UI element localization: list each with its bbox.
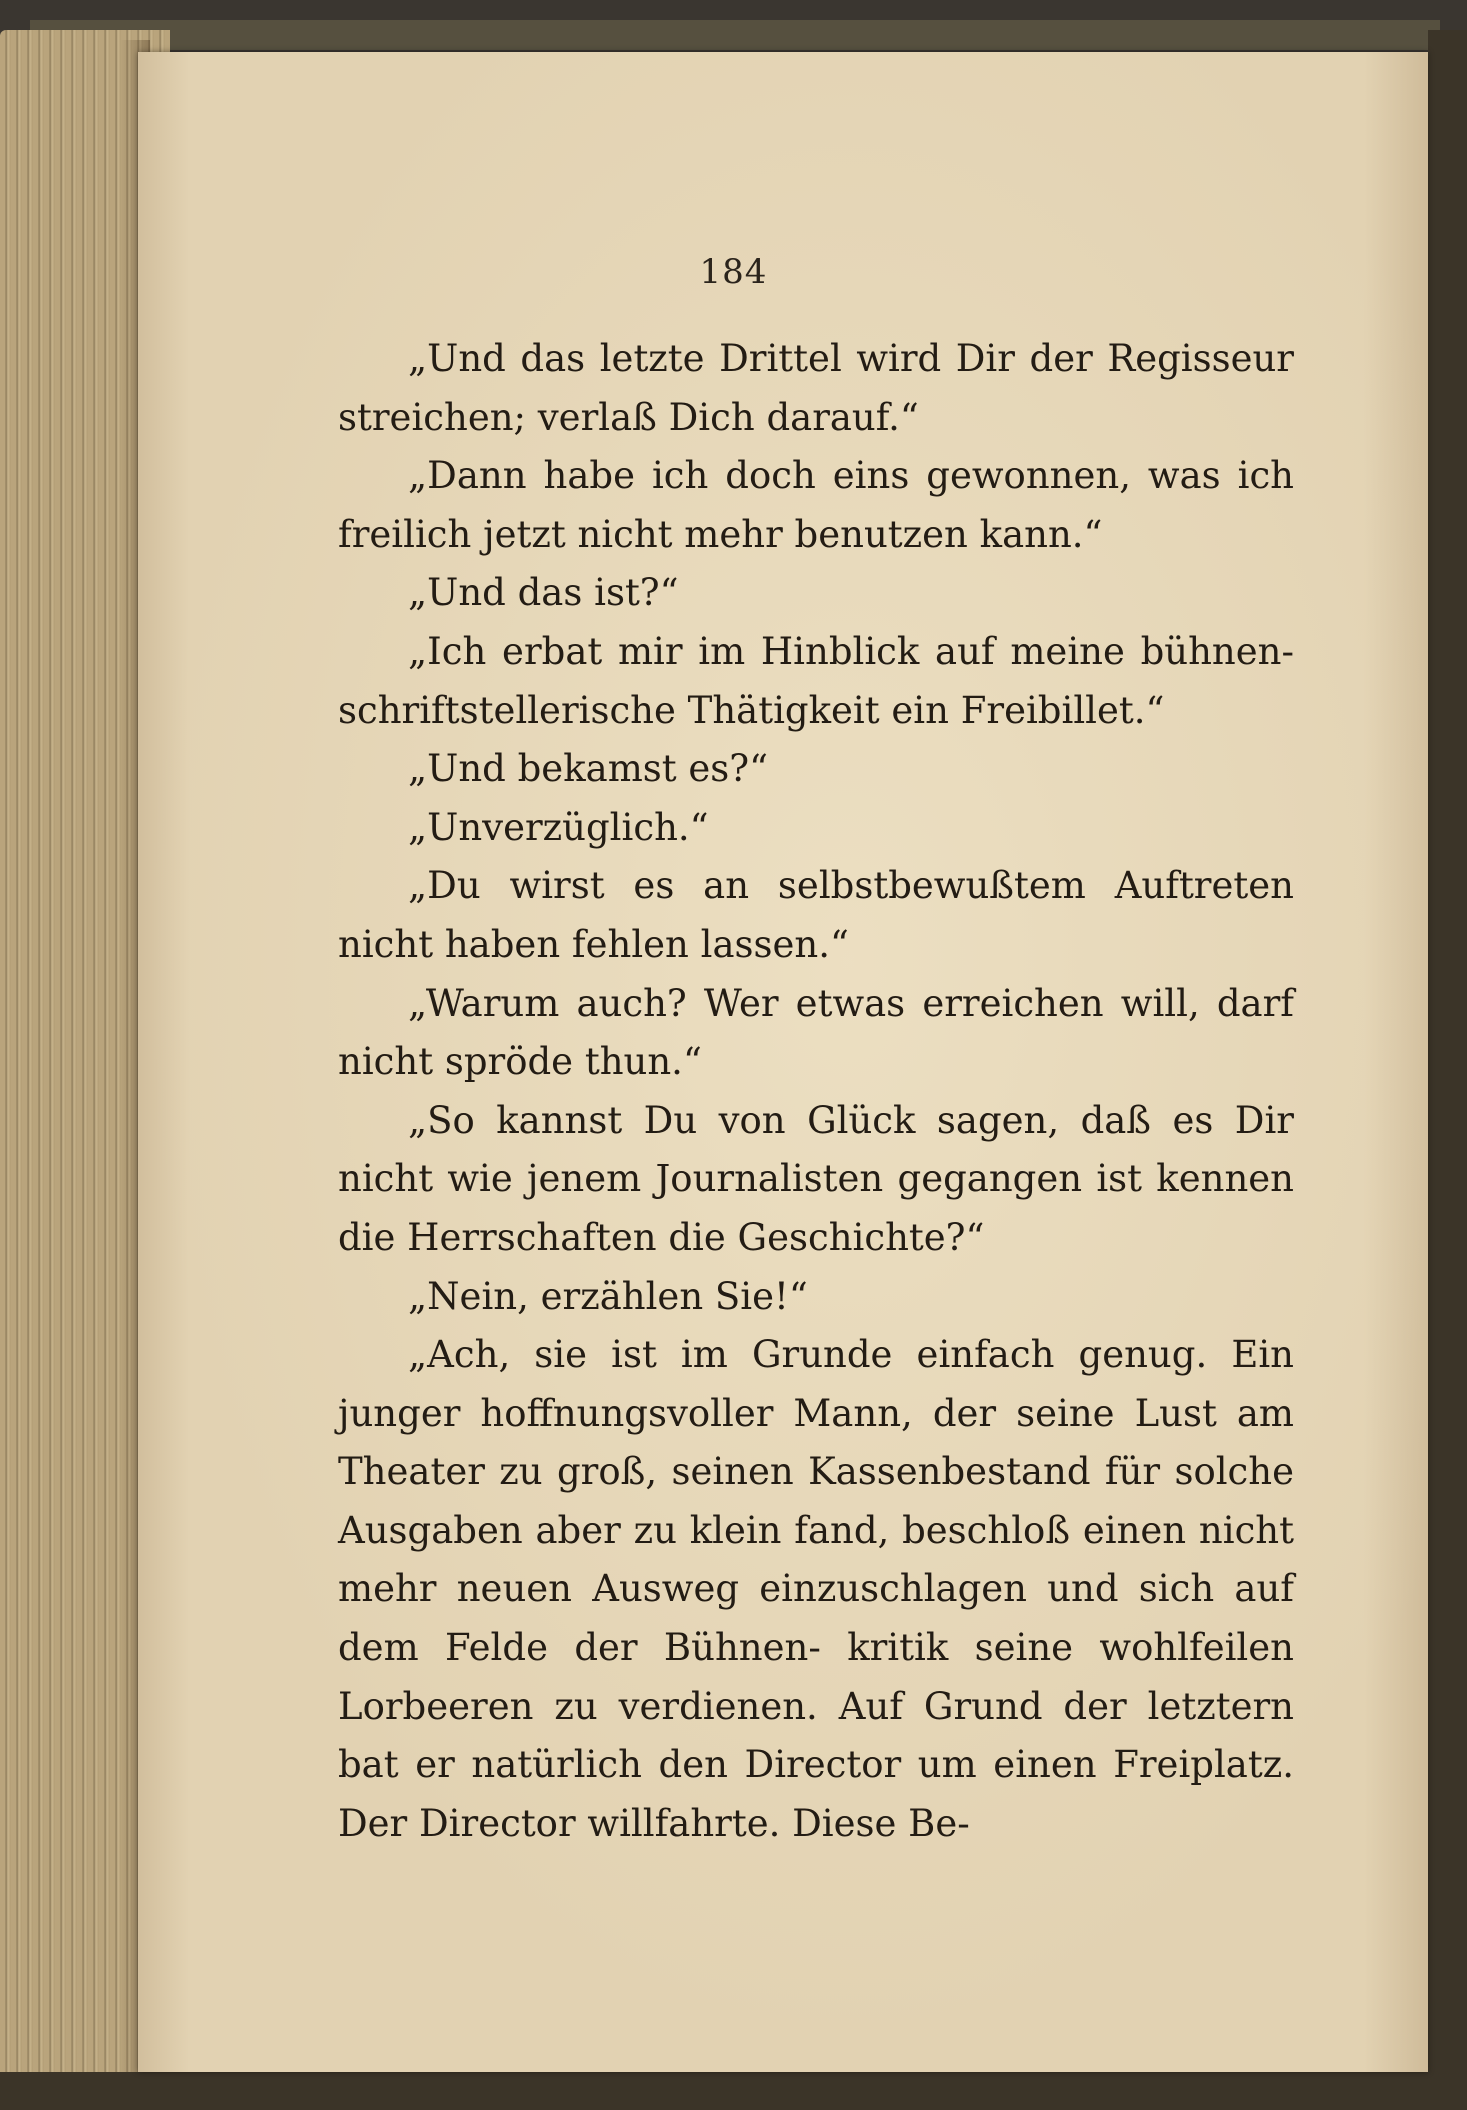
paragraph: „Und bekamst es?“ <box>408 747 769 791</box>
book-top-edge <box>30 20 1440 50</box>
paragraph: „Und das ist?“ <box>408 571 679 615</box>
paragraph: „Ach, sie ist im Grunde einfach genug. Ein junger hoffnungsvoller Mann, der seine Lust am Theater zu groß, seinen Kassenbestand für solche Ausgaben aber zu klein fand, beschloß einen nicht mehr neuen Ausweg einzuschlagen und sich auf dem Felde der Bühnen- kritik seine wohlfeilen Lorbeeren zu verdienen. Auf Grund der letztern bat er natürlich den Director um einen Freiplatz. Der Director willfahrte. Diese Be- <box>338 1333 1294 1845</box>
scan-background-bottom <box>0 2072 1467 2110</box>
paragraph: „Und das letzte Drittel wird Dir der Regisseur streichen; verlaß Dich darauf.“ <box>338 337 1294 439</box>
page-body-text <box>338 330 1294 1853</box>
scan-background-right <box>1428 30 1467 2110</box>
paragraph: „Warum auch? Wer etwas erreichen will, darf nicht spröde thun.“ <box>338 981 1294 1084</box>
paragraph: „Ich erbat mir im Hinblick auf meine bühnen- schriftstellerische Thätigkeit ein Freibillet.“ <box>338 629 1294 732</box>
paragraph: „Dann habe ich doch eins gewonnen, was ich freilich jetzt nicht mehr benutzen kann.“ <box>338 454 1294 556</box>
paragraph: „Nein, erzählen Sie!“ <box>408 1274 808 1318</box>
paragraph: „Unverzüglich.“ <box>408 805 709 849</box>
page-number: 184 <box>699 252 768 292</box>
paragraph: „So kannst Du von Glück sagen, daß es Dir nicht wie jenem Journalisten gegangen ist kennen die Herrschaften die Geschichte?“ <box>338 1098 1294 1259</box>
paragraph: „Du wirst es an selbstbewußtem Auftreten nicht haben fehlen lassen.“ <box>338 864 1294 966</box>
